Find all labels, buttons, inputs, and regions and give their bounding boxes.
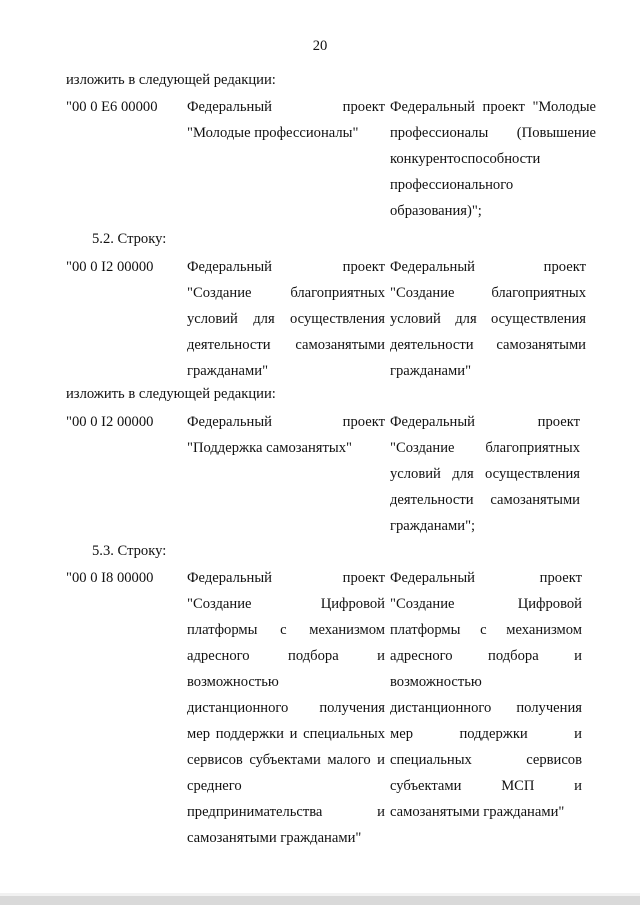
row-right-cell [390,569,582,829]
row-left-cell [187,258,385,388]
cell-line: самозанятыми гражданами" [390,804,565,820]
row-left-cell [187,98,385,150]
cell-line: сервисов субъектами малого и [187,752,385,768]
cell-line: Федеральный проект [390,259,586,275]
cell-line: условий для осуществления [187,311,385,327]
row-code: "00 0 I8 00000 [66,570,154,586]
cell-line: "Создание Цифровой [187,596,385,612]
cell-line: "Молодые профессионалы" [187,125,359,141]
cell-line: Федеральный проект "Молодые [390,99,596,115]
cell-line: деятельности самозанятыми [390,337,586,353]
cell-line: "Создание Цифровой [390,596,582,612]
cell-line: возможностью [390,674,482,690]
cell-line: платформы с механизмом [187,622,385,638]
row-left-cell [187,413,385,465]
cell-line: "Создание благоприятных [390,440,580,456]
cell-line: "Поддержка самозанятых" [187,440,352,456]
section-heading: 5.2. Строку: [92,231,167,247]
cell-line: профессионалы (Повышение [390,125,596,141]
cell-line: условий для осуществления [390,311,586,327]
page-number: 20 [312,38,328,54]
cell-line: образования)"; [390,203,482,219]
cell-line: гражданами"; [390,518,476,534]
row-right-cell [390,413,580,543]
cell-line: "Создание благоприятных [187,285,385,301]
intro-text: изложить в следующей редакции: [66,386,276,402]
cell-line: среднего [187,778,242,794]
page-bottom-edge [0,896,640,905]
cell-line: Федеральный проект [187,259,385,275]
cell-line: дистанционного получения [390,700,582,716]
cell-line: самозанятыми гражданами" [187,830,362,846]
cell-line: Федеральный проект [390,570,582,586]
cell-line: гражданами" [390,363,472,379]
section-heading: 5.3. Строку: [92,543,167,559]
row-right-cell [390,258,586,388]
cell-line: гражданами" [187,363,269,379]
cell-line: деятельности самозанятыми [390,492,580,508]
cell-line: Федеральный проект [187,414,385,430]
cell-line: "Создание благоприятных [390,285,586,301]
cell-line: дистанционного получения [187,700,385,716]
row-code: "00 0 I2 00000 [66,259,154,275]
cell-line: субъектами МСП и [390,778,582,794]
intro-text: изложить в следующей редакции: [66,72,276,88]
row-left-cell [187,569,385,855]
row-code: "00 0 I2 00000 [66,414,154,430]
cell-line: конкурентоспособности [390,151,541,167]
cell-line: специальных сервисов [390,752,582,768]
cell-line: Федеральный проект [187,570,385,586]
cell-line: деятельности самозанятыми [187,337,385,353]
row-right-cell [390,98,596,228]
cell-line: мер поддержки и специальных [187,726,385,742]
cell-line: адресного подбора и [187,648,385,664]
row-code: "00 0 Е6 00000 [66,99,158,115]
cell-line: мер поддержки и [390,726,582,742]
cell-line: Федеральный проект [187,99,385,115]
cell-line: условий для осуществления [390,466,580,482]
cell-line: Федеральный проект [390,414,580,430]
cell-line: профессионального [390,177,514,193]
cell-line: адресного подбора и [390,648,582,664]
cell-line: платформы с механизмом [390,622,582,638]
cell-line: возможностью [187,674,279,690]
cell-line: предпринимательства и [187,804,385,820]
